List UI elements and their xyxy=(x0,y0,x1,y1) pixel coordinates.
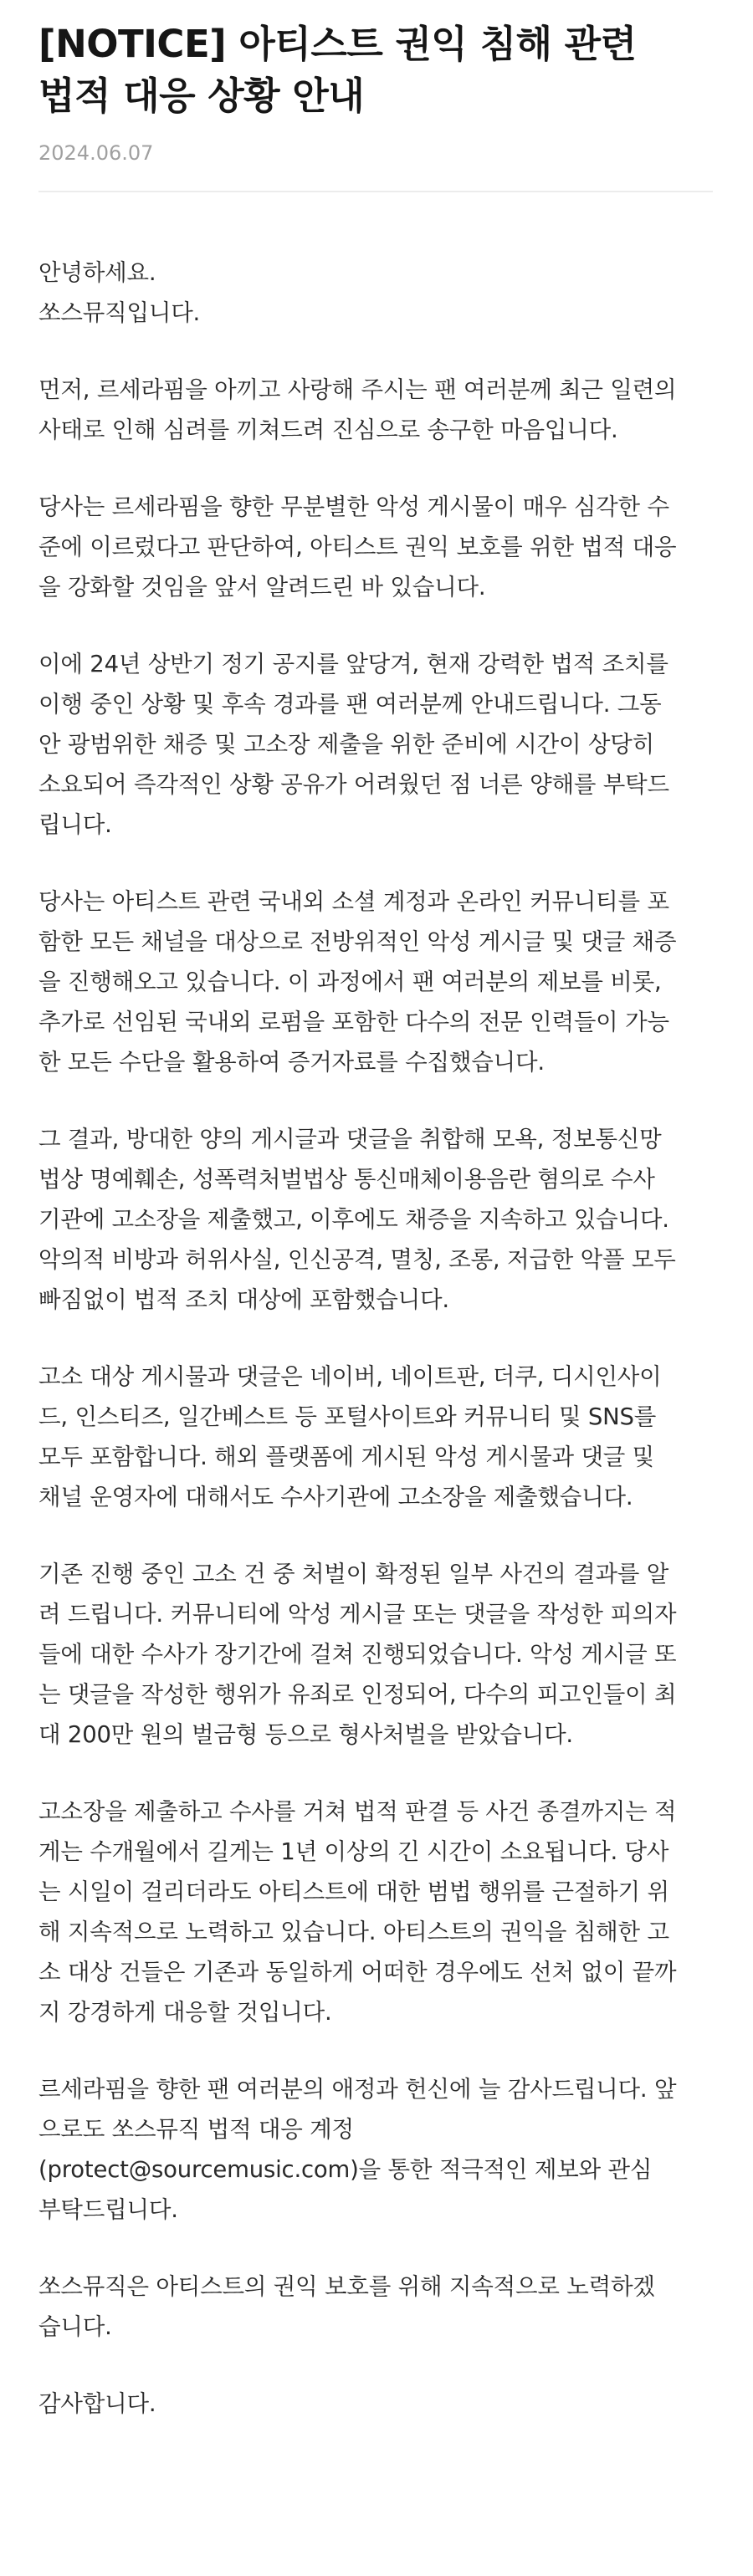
paragraph-line: 법상 명예훼손, 성폭력처벌법상 통신매체이용음란 혐의로 수사 xyxy=(38,1166,655,1193)
paragraph-line: 안녕하세요. xyxy=(38,259,156,286)
body-paragraph xyxy=(38,644,713,845)
paragraph-line: 을 강화할 것임을 앞서 알려드린 바 있습니다. xyxy=(38,574,486,601)
body-paragraph xyxy=(38,1554,713,1755)
paragraph-line: 빠짐없이 법적 조치 대상에 포함했습니다. xyxy=(38,1286,449,1313)
paragraph-line: 모두 포함합니다. 해외 플랫폼에 게시된 악성 게시물과 댓글 및 xyxy=(38,1444,654,1470)
paragraph-line: 채널 운영자에 대해서도 수사기관에 고소장을 제출했습니다. xyxy=(38,1484,633,1510)
paragraph-line: 추가로 선임된 국내외 로펌을 포함한 다수의 전문 인력들이 가능 xyxy=(38,1009,669,1035)
body-paragraph xyxy=(38,882,713,1082)
paragraph-line: 립니다. xyxy=(38,811,112,838)
paragraph-line: 한 모든 수단을 활용하여 증거자료를 수집했습니다. xyxy=(38,1049,545,1076)
body-paragraph xyxy=(38,253,713,333)
paragraph-line: 먼저, 르세라핌을 아끼고 사랑해 주시는 팬 여러분께 최근 일련의 xyxy=(38,376,677,403)
paragraph-line: 안 광범위한 채증 및 고소장 제출을 위한 준비에 시간이 상당히 xyxy=(38,731,654,758)
notice-body xyxy=(38,192,713,2424)
paragraph-line: 는 시일이 걸리더라도 아티스트에 대한 범법 행위를 근절하기 위 xyxy=(38,1878,669,1905)
paragraph-line: 감사합니다. xyxy=(38,2390,156,2417)
body-paragraph xyxy=(38,487,713,607)
paragraph-line: 쏘스뮤직입니다. xyxy=(38,299,201,326)
paragraph-line: 지 강경하게 대응할 것입니다. xyxy=(38,1999,332,2026)
paragraph-line: 을 진행해오고 있습니다. 이 과정에서 팬 여러분의 제보를 비롯, xyxy=(38,969,662,995)
paragraph-line: (protect@sourcemusic.com)을 통한 적극적인 제보와 관심 xyxy=(38,2156,653,2183)
paragraph-line: 드, 인스티즈, 일간베스트 등 포털사이트와 커뮤니티 및 SNS를 xyxy=(38,1403,657,1430)
paragraph-line: 대 200만 원의 벌금형 등으로 형사처벌을 받았습니다. xyxy=(38,1721,573,1748)
paragraph-line: 습니다. xyxy=(38,2313,112,2340)
paragraph-line: 당사는 르세라핌을 향한 무분별한 악성 게시물이 매우 심각한 수 xyxy=(38,493,669,520)
body-paragraph xyxy=(38,2384,713,2424)
paragraph-line: 고소장을 제출하고 수사를 거쳐 법적 판결 등 사건 종결까지는 적 xyxy=(38,1798,677,1825)
paragraph-line: 사태로 인해 심려를 끼쳐드려 진심으로 송구한 마음입니다. xyxy=(38,417,618,443)
paragraph-line: 들에 대한 수사가 장기간에 걸쳐 진행되었습니다. 악성 게시글 또 xyxy=(38,1641,677,1668)
paragraph-line: 악의적 비방과 허위사실, 인신공격, 멸칭, 조롱, 저급한 악플 모두 xyxy=(38,1246,676,1273)
paragraph-line: 게는 수개월에서 길게는 1년 이상의 긴 시간이 소요됩니다. 당사 xyxy=(38,1838,669,1865)
paragraph-line: 는 댓글을 작성한 행위가 유죄로 인정되어, 다수의 피고인들이 최 xyxy=(38,1681,677,1708)
body-paragraph xyxy=(38,370,713,450)
paragraph-line: 준에 이르렀다고 판단하여, 아티스트 권익 보호를 위한 법적 대응 xyxy=(38,534,677,560)
paragraph-line: 으로도 쏘스뮤직 법적 대응 계정 xyxy=(38,2116,354,2143)
paragraph-line: 고소 대상 게시물과 댓글은 네이버, 네이트판, 더쿠, 디시인사이 xyxy=(38,1363,662,1390)
paragraph-line: 부탁드립니다. xyxy=(38,2196,178,2223)
paragraph-line: 쏘스뮤직은 아티스트의 권익 보호를 위해 지속적으로 노력하겠 xyxy=(38,2273,655,2300)
notice-title: [NOTICE] 아티스트 권익 침해 관련 법적 대응 상황 안내 xyxy=(38,22,637,118)
paragraph-line: 려 드립니다. 커뮤니티에 악성 게시글 또는 댓글을 작성한 피의자 xyxy=(38,1601,677,1628)
paragraph-line: 소요되어 즉각적인 상황 공유가 어려웠던 점 너른 양해를 부탁드 xyxy=(38,771,669,798)
body-paragraph xyxy=(38,1119,713,1320)
body-paragraph xyxy=(38,1357,713,1517)
paragraph-line: 이에 24년 상반기 정기 공지를 앞당겨, 현재 강력한 법적 조치를 xyxy=(38,651,668,677)
paragraph-line: 기관에 고소장을 제출했고, 이후에도 채증을 지속하고 있습니다. xyxy=(38,1206,669,1233)
body-paragraph xyxy=(38,2069,713,2230)
paragraph-line: 해 지속적으로 노력하고 있습니다. 아티스트의 권익을 침해한 고 xyxy=(38,1919,669,1945)
paragraph-line: 함한 모든 채널을 대상으로 전방위적인 악성 게시글 및 댓글 채증 xyxy=(38,928,677,955)
paragraph-line: 소 대상 건들은 기존과 동일하게 어떠한 경우에도 선처 없이 끝까 xyxy=(38,1959,677,1986)
paragraph-line: 당사는 아티스트 관련 국내외 소셜 계정과 온라인 커뮤니티를 포 xyxy=(38,888,669,915)
paragraph-line: 기존 진행 중인 고소 건 중 처벌이 확정된 일부 사건의 결과를 알 xyxy=(38,1561,669,1587)
paragraph-line: 이행 중인 상황 및 후속 경과를 팬 여러분께 안내드립니다. 그동 xyxy=(38,691,662,718)
body-paragraph xyxy=(38,2267,713,2347)
notice-date: 2024.06.07 xyxy=(38,141,154,165)
paragraph-line: 그 결과, 방대한 양의 게시글과 댓글을 취합해 모욕, 정보통신망 xyxy=(38,1126,662,1153)
paragraph-line: 르세라핌을 향한 팬 여러분의 애정과 헌신에 늘 감사드립니다. 앞 xyxy=(38,2076,677,2103)
body-paragraph xyxy=(38,1791,713,2032)
